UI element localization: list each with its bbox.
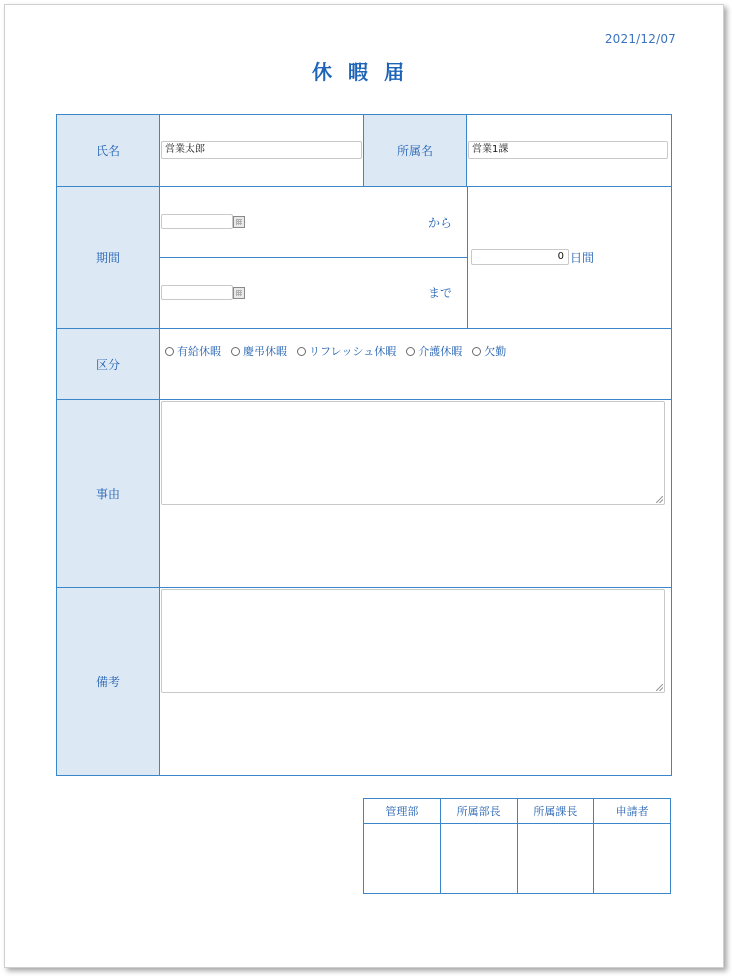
from-date-input[interactable] <box>161 214 233 229</box>
calendar-icon[interactable] <box>233 216 245 228</box>
department-input[interactable]: 営業1課 <box>468 141 668 159</box>
approval-column-dept-head <box>441 799 518 893</box>
approval-header: 申請者 <box>594 799 670 824</box>
name-input[interactable]: 営業太郎 <box>161 141 362 159</box>
approval-stamp-table <box>363 798 671 894</box>
radio-absence[interactable] <box>472 343 506 359</box>
approval-column-applicant <box>594 799 670 893</box>
radio-label: リフレッシュ休暇 <box>309 345 397 358</box>
remarks-label-text: 備考 <box>95 675 120 689</box>
stamp-box <box>594 824 670 893</box>
resize-grip-icon[interactable] <box>656 684 663 691</box>
resize-grip-icon[interactable] <box>656 496 663 503</box>
approval-header: 所属部長 <box>441 799 517 824</box>
reason-label-text: 事由 <box>95 487 120 501</box>
remarks-textarea[interactable] <box>161 589 665 693</box>
document-date: 2021/12/07 <box>604 32 676 46</box>
radio-label: 欠勤 <box>484 345 507 358</box>
stamp-box <box>364 824 440 893</box>
stamp-box <box>518 824 594 893</box>
department-cell <box>467 115 671 187</box>
radio-care-leave[interactable] <box>406 343 462 359</box>
name-label-text: 氏名 <box>95 144 120 158</box>
category-label <box>57 329 160 400</box>
name-cell <box>160 115 363 187</box>
period-label <box>57 187 160 329</box>
category-label-text: 区分 <box>95 357 120 372</box>
period-from-cell <box>160 187 467 258</box>
radio-label: 慶弔休暇 <box>243 345 287 358</box>
category-cell <box>160 329 671 400</box>
category-radio-group <box>165 343 516 359</box>
reason-cell <box>160 400 671 588</box>
to-date-input[interactable] <box>161 285 233 300</box>
period-to-cell <box>160 258 467 329</box>
period-days-cell <box>467 187 671 329</box>
radio-circle-icon[interactable] <box>472 347 481 356</box>
radio-label: 介護休暇 <box>418 345 463 358</box>
leave-form <box>56 114 672 776</box>
days-input[interactable]: 0 <box>471 249 569 265</box>
radio-circle-icon[interactable] <box>165 347 174 356</box>
stamp-box <box>441 824 517 893</box>
radio-circle-icon[interactable] <box>406 347 415 356</box>
radio-paid-leave[interactable] <box>165 343 221 359</box>
days-unit: 日間 <box>570 251 595 265</box>
approval-column-admin <box>364 799 441 893</box>
remarks-cell <box>160 588 671 775</box>
page-title: 休暇届 <box>312 60 420 84</box>
remarks-label <box>57 588 160 775</box>
calendar-icon[interactable] <box>233 287 245 299</box>
radio-bereavement-leave[interactable] <box>231 343 287 359</box>
reason-label <box>57 400 160 588</box>
radio-label: 有給休暇 <box>177 345 221 358</box>
department-label-text: 所属名 <box>396 144 433 158</box>
name-label <box>57 115 160 187</box>
to-text: まで <box>428 286 453 300</box>
reason-textarea[interactable] <box>161 401 665 505</box>
department-label <box>363 115 467 187</box>
from-text: から <box>428 216 453 230</box>
approval-column-section-head <box>518 799 595 893</box>
radio-circle-icon[interactable] <box>231 347 240 356</box>
approval-header: 管理部 <box>364 799 440 824</box>
period-label-text: 期間 <box>95 251 120 265</box>
approval-header: 所属課長 <box>518 799 594 824</box>
radio-circle-icon[interactable] <box>297 347 306 356</box>
radio-refresh-leave[interactable] <box>297 343 396 359</box>
